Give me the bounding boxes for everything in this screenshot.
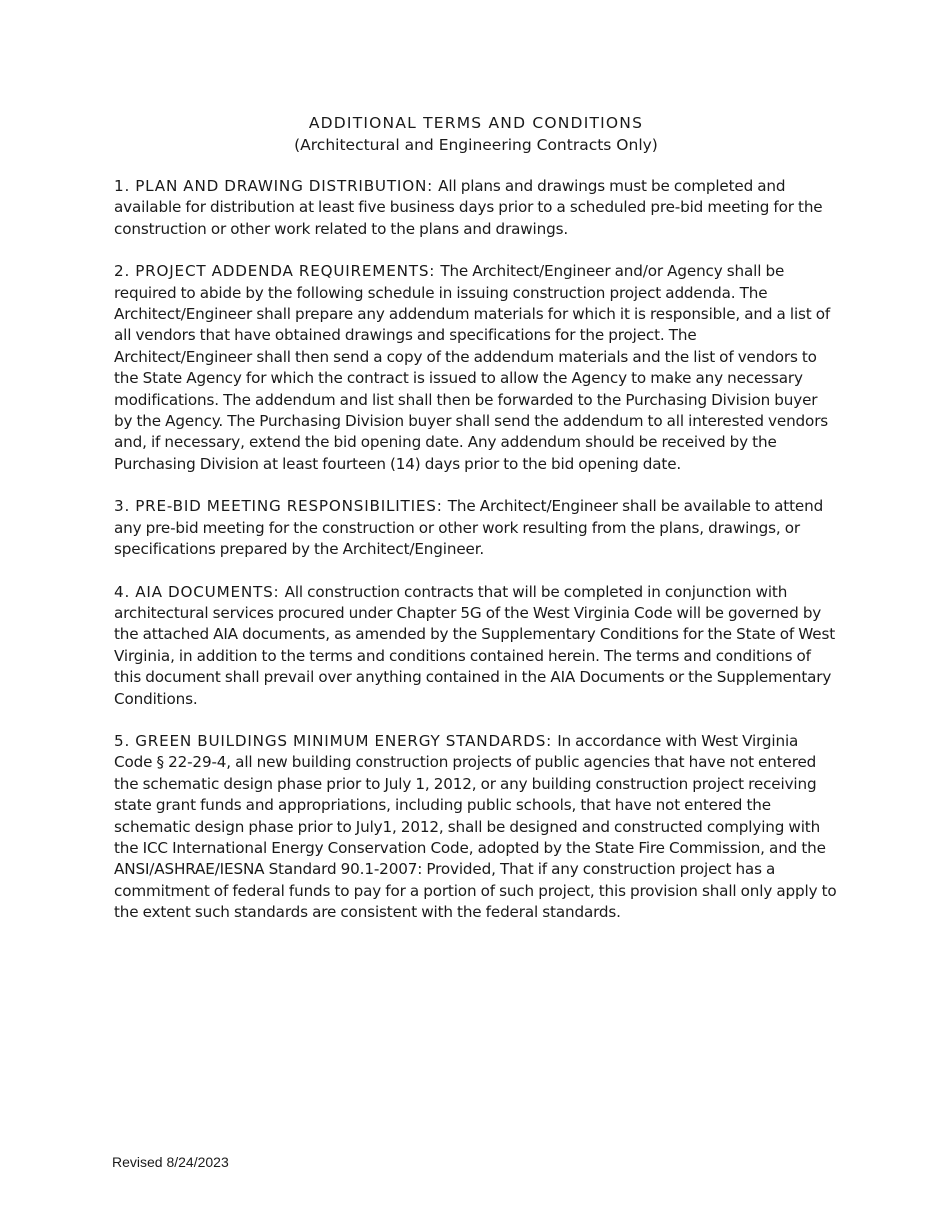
revision-footer: Revised 8/24/2023 (112, 1154, 229, 1170)
page-title: ADDITIONAL TERMS AND CONDITIONS (308, 114, 644, 132)
section-heading: 3. PRE-BID MEETING RESPONSIBILITIES: (114, 497, 448, 516)
title-block (114, 112, 838, 156)
section-heading: 1. PLAN AND DRAWING DISTRIBUTION: (114, 177, 439, 195)
section-green-buildings-energy-standards (114, 731, 838, 924)
page-subtitle: (Architectural and Engineering Contracts Only) (294, 136, 658, 154)
section-body: The Architect/Engineer shall be available to attend any pre-bid meeting for the construction or other work resulting from the plans, drawings, or specifications prepared by the Architect/Engineer. (114, 497, 824, 559)
section-heading: 4. AIA DOCUMENTS: (114, 582, 285, 601)
section-body: The Architect/Engineer and/or Agency shall be required to abide by the following schedule in issuing construction project addenda. The Architect/Engineer shall prepare any addendum materials for which it is responsible, and a list of all vendors that have obtained drawings and specifications for the project. The Architect/Engineer shall then send a copy of the addendum materials and the list of vendors to the State Agency for which the contract is issued to allow the Agency to make any necessary modifications. The addendum and list shall then be forwarded to the Purchasing Division buyer by the Agency. The Purchasing Division buyer shall send the addendum to all interested vendors and, if necessary, extend the bid opening date. Any addendum should be received by the Purchasing Division at least fourteen (14) days prior to the bid opening date. (114, 262, 831, 473)
section-body: All plans and drawings must be completed and available for distribution at least five business days prior to a scheduled pre-bid meeting for the construction or other work related to the plans and drawings. (114, 177, 823, 238)
section-heading: 2. PROJECT ADDENDA REQUIREMENTS: (114, 262, 441, 281)
section-body: In accordance with West Virginia Code § 22-29-4, all new building construction projects of public agencies that have not entered the schematic design phase prior to July 1, 2012, or any building construction project receiving state grant funds and appropriations, including public schools, that have not entered the schematic design phase prior to July1, 2012, shall be designed and constructed complying with the ICC International Energy Conservation Code, adopted by the State Fire Commission, and the ANSI/ASHRAE/IESNA Standard 90.1-2007: Provided, That if any construction project has a commitment of federal funds to pay for a portion of such project, this provision shall only apply to the extent such standards are consistent with the federal standards. (114, 731, 837, 922)
section-pre-bid-meeting-responsibilities (114, 496, 838, 560)
section-plan-drawing-distribution (114, 176, 838, 240)
section-body: All construction contracts that will be completed in conjunction with architectural services procured under Chapter 5G of the West Virginia Code will be governed by the attached AIA documents, as amended by the Supplementary Conditions for the State of West Virginia, in addition to the terms and conditions contained herein. The terms and conditions of this document shall prevail over anything contained in the AIA Documents or the Supplementary Conditions. (114, 582, 836, 708)
section-heading: 5. GREEN BUILDINGS MINIMUM ENERGY STANDARDS: (114, 731, 558, 750)
document-page (114, 112, 838, 945)
section-aia-documents (114, 582, 838, 710)
section-project-addenda-requirements (114, 261, 838, 475)
